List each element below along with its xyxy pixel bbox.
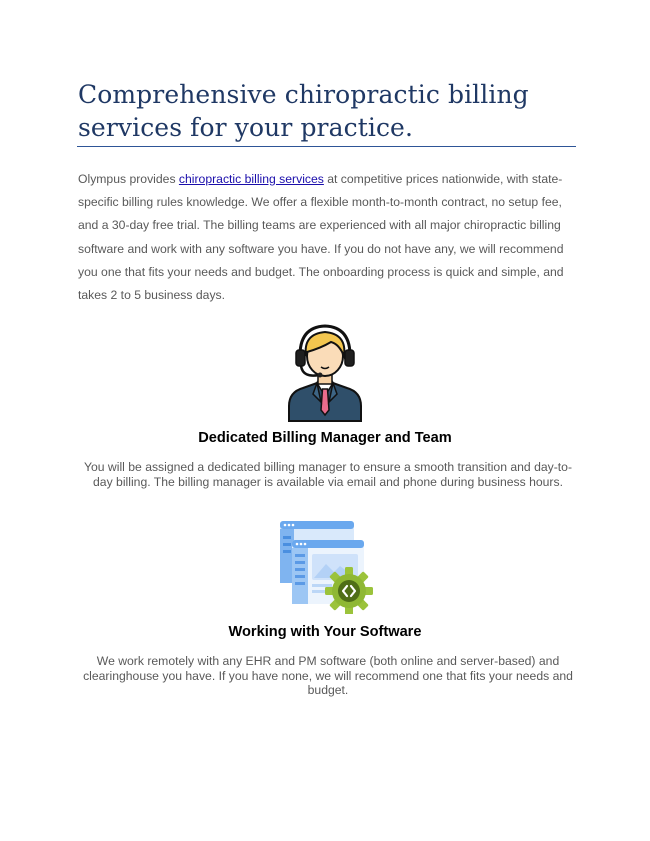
title-divider	[77, 146, 576, 147]
section-text-billing-manager: You will be assigned a dedicated billing manager to ensure a smooth transition and day-to-day billing. The billing manager is available via email and phone during business hours.	[83, 460, 573, 489]
section-heading-billing-manager: Dedicated Billing Manager and Team	[198, 430, 452, 446]
chiropractic-billing-services-link[interactable]: chiropractic billing services	[178, 172, 324, 186]
section-heading-software: Working with Your Software	[228, 624, 422, 640]
section-text-software: We work remotely with any EHR and PM software (both online and server-based) and clearinghouse you have. If you have none, we will recommend one that fits your needs and budget.	[83, 654, 573, 698]
page-title: Comprehensive chiropractic billing services for your practice.	[78, 80, 529, 142]
intro-text-before-link: Olympus provides	[78, 172, 179, 186]
intro-paragraph	[78, 168, 578, 307]
software-window-gear-icon	[278, 518, 374, 614]
billing-manager-headset-icon	[287, 322, 363, 422]
intro-text-after-link: at competitive prices nationwide, with state-specific billing rules knowledge. We offer a flexible month-to-month contract, no setup fee, and a 30-day free trial. The billing teams are experienced with all major chiropractic billing software and work with any software you have. If you do not have any, we will recommend you one that fits your needs and budget. The onboarding process is quick and simple, and takes 2 to 5 business days.	[78, 172, 564, 303]
